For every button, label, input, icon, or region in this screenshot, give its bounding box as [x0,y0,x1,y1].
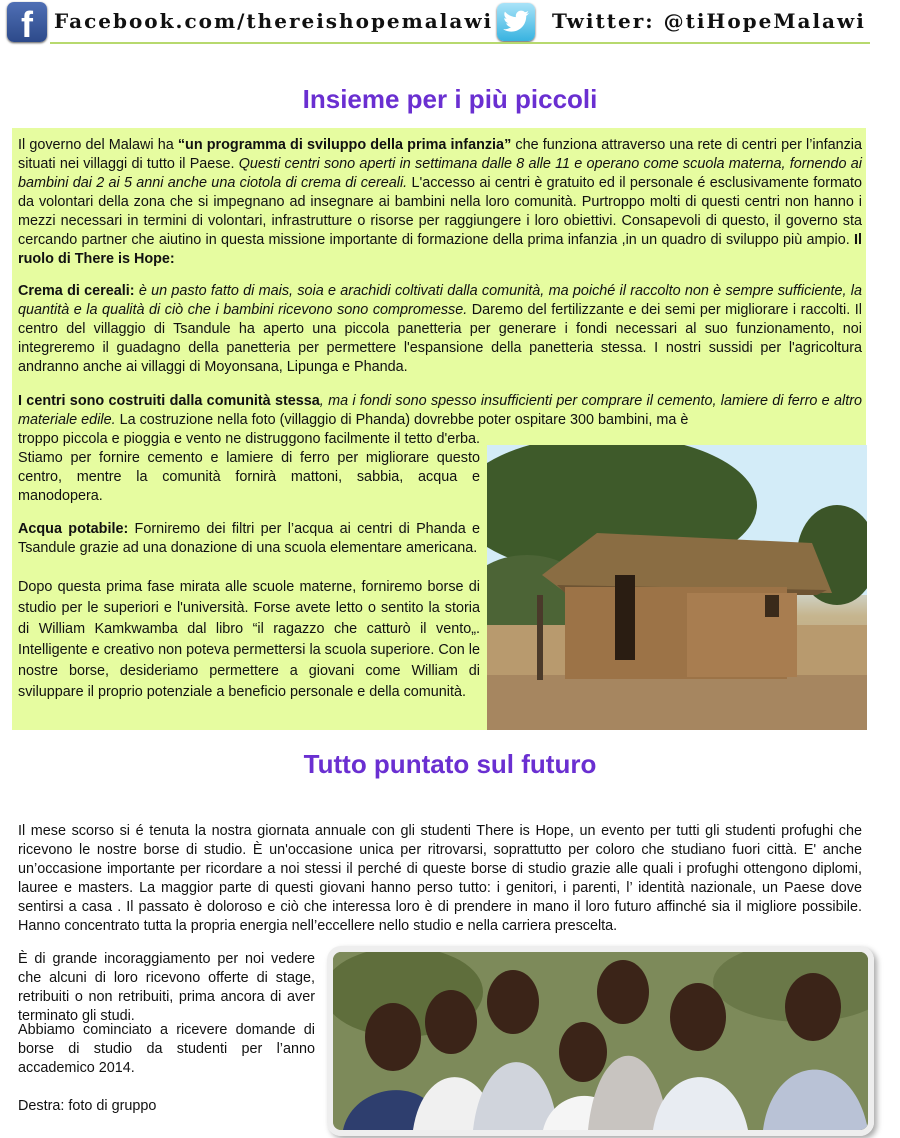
facebook-icon[interactable] [7,2,47,45]
section1-title: Insieme per i più piccoli [302,84,598,114]
section1-paragraph-2 [18,282,862,377]
section1-paragraph-3-continued: troppo piccola e pioggia e vento ne distruggono facilmente il tetto d'erba. Stiamo per fornire cemento e lamiere di ferro per migliorare questo centro, mentre la comunità fornirà mattoni, sabbia, acqua e manodopera. [18,431,480,504]
header-rule [50,42,870,44]
bold-run: Acqua potabile: [18,521,129,537]
group-photo [327,946,874,1136]
italic-run: è un pasto fatto di mais, soia e arachidi coltivati dalla comunità, ma poiché il raccolto non è sempre sufficiente, la quantità e la qualità di ciò che i bambini ricevono sono compromesse. [18,283,863,318]
text-run: che funziona attraverso una rete di centri per l’infanzia situati nei villaggi di tutto il Paese. [18,137,863,172]
facebook-link[interactable]: Facebook.com/thereishopemalawi [54,9,494,33]
bold-run: Crema di cereali: [18,283,135,299]
section1-paragraph-3 [18,392,862,430]
section2-paragraph-4: Destra: foto di gruppo [18,1098,157,1114]
twitter-icon[interactable] [497,3,535,41]
text-run: Forniremo dei filtri per l’acqua ai centri di Phanda e Tsandule grazie ad una donazione di una scuola elementare americana. [18,521,480,556]
section2-paragraph-2: È di grande incoraggiamento per noi vedere che alcuni di loro ricevono offerte di stage, retribuiti o non retribuiti, prima ancora di aver terminato gli studi. [18,951,315,1024]
bold-run: “un programma di sviluppo della prima infanzia” [177,137,512,153]
text-run: L'accesso ai centri è gratuito ed il personale é esclusivamente formato da volontari della zona che si impegnano ad insegnare ai bambini nella loro comunità. Purtroppo molti di questi centri non hanno i mezzi necessari in termini di volontari, infrastrutture o risorse per raggiungere i loro obiettivi. Consapevoli di questo, il governo sta cercando partner che aiutino in questa missione importante di formazione della prima infanzia ,in un quadro di sviluppo più ampio. [18,175,862,248]
facebook-icon-glyph: f [21,4,33,45]
section2-title: Tutto puntato sul futuro [303,749,597,779]
twitter-handle[interactable]: Twitter: @tiHopeMalawi [552,9,866,33]
section1-paragraph-1 [18,136,862,269]
section1-paragraph-5: Dopo questa prima fase mirata alle scuole materne, forniremo borse di studio per le superiori e l'università. Forse avete letto o sentito la storia di William Kamkwamba dal libro “il ragazzo che catturò il vento„. Intelligente e creativo non poteva permettersi la scuola superiore. Con le nostre borse, desideriamo permettere a giovani come William di sviluppare il proprio potenziale a beneficio personale e della comunità. [18,579,480,700]
italic-run: Questi centri sono aperti in settimana dalle 8 alle 11 e operano come scuola materna, fornendo ai bambini dai 2 ai 5 anni anche una ciotola di crema di cereali. [18,156,862,191]
section2-paragraph-1: Il mese scorso si é tenuta la nostra giornata annuale con gli studenti There is Hope, un evento per tutti gli studenti profughi che ricevono le nostre borse di studio. È un'occasione unica per ritrovarsi, soprattutto per coloro che studiano fuori città. E' anche un’occasione importante per ricordare a noi stessi il perché di queste borse di studio grazie alle quali i profughi ottengono diplomi, lauree e masters. La maggior parte di questi giovani hanno perso tutto: i genitori, i parenti, l’ identità nazionale, un Paese dove sentirsi a casa . Il passato è doloroso e ciò che interessa loro è di prendere in mano il loro futuro affinché sia il migliore possibile. Hanno concentrato tutta la propria energia nell’eccellere nello studio e nella carriera prescelta. [18,823,862,934]
italic-run: , ma i fondi sono spesso insufficienti per comprare il cemento, lamiere di ferro e altro materiale edile. [18,393,862,428]
text-run: Daremo del fertilizzante e dei semi per migliorare i raccolti. Il centro del villaggio di Tsandule ha aperto una piccola panetteria per generare i fondi necessari al suo funzionamento, noi integreremo il guadagno della panetteria per permettere l'espansione della panetteria stessa. I nostri sussidi per l'agricoltura andranno anche ai villaggi di Moyonsana, Lipunga e Phanda. [18,302,862,375]
header [0,0,900,46]
text-run: Il governo del Malawi ha [18,137,178,153]
bold-run: I centri sono costruiti dalla comunità stessa [18,393,320,409]
section2-paragraph-3: Abbiamo cominciato a ricevere domande di borse di studio da studenti per l’anno accademico 2014. [18,1022,315,1076]
text-run: La costruzione nella foto (villaggio di Phanda) dovrebbe poter ospitare 300 bambini, ma è [115,412,689,428]
section1-paragraph-4 [18,520,480,558]
village-building-photo [487,445,867,730]
bold-run: Il ruolo di There is Hope: [18,232,862,267]
